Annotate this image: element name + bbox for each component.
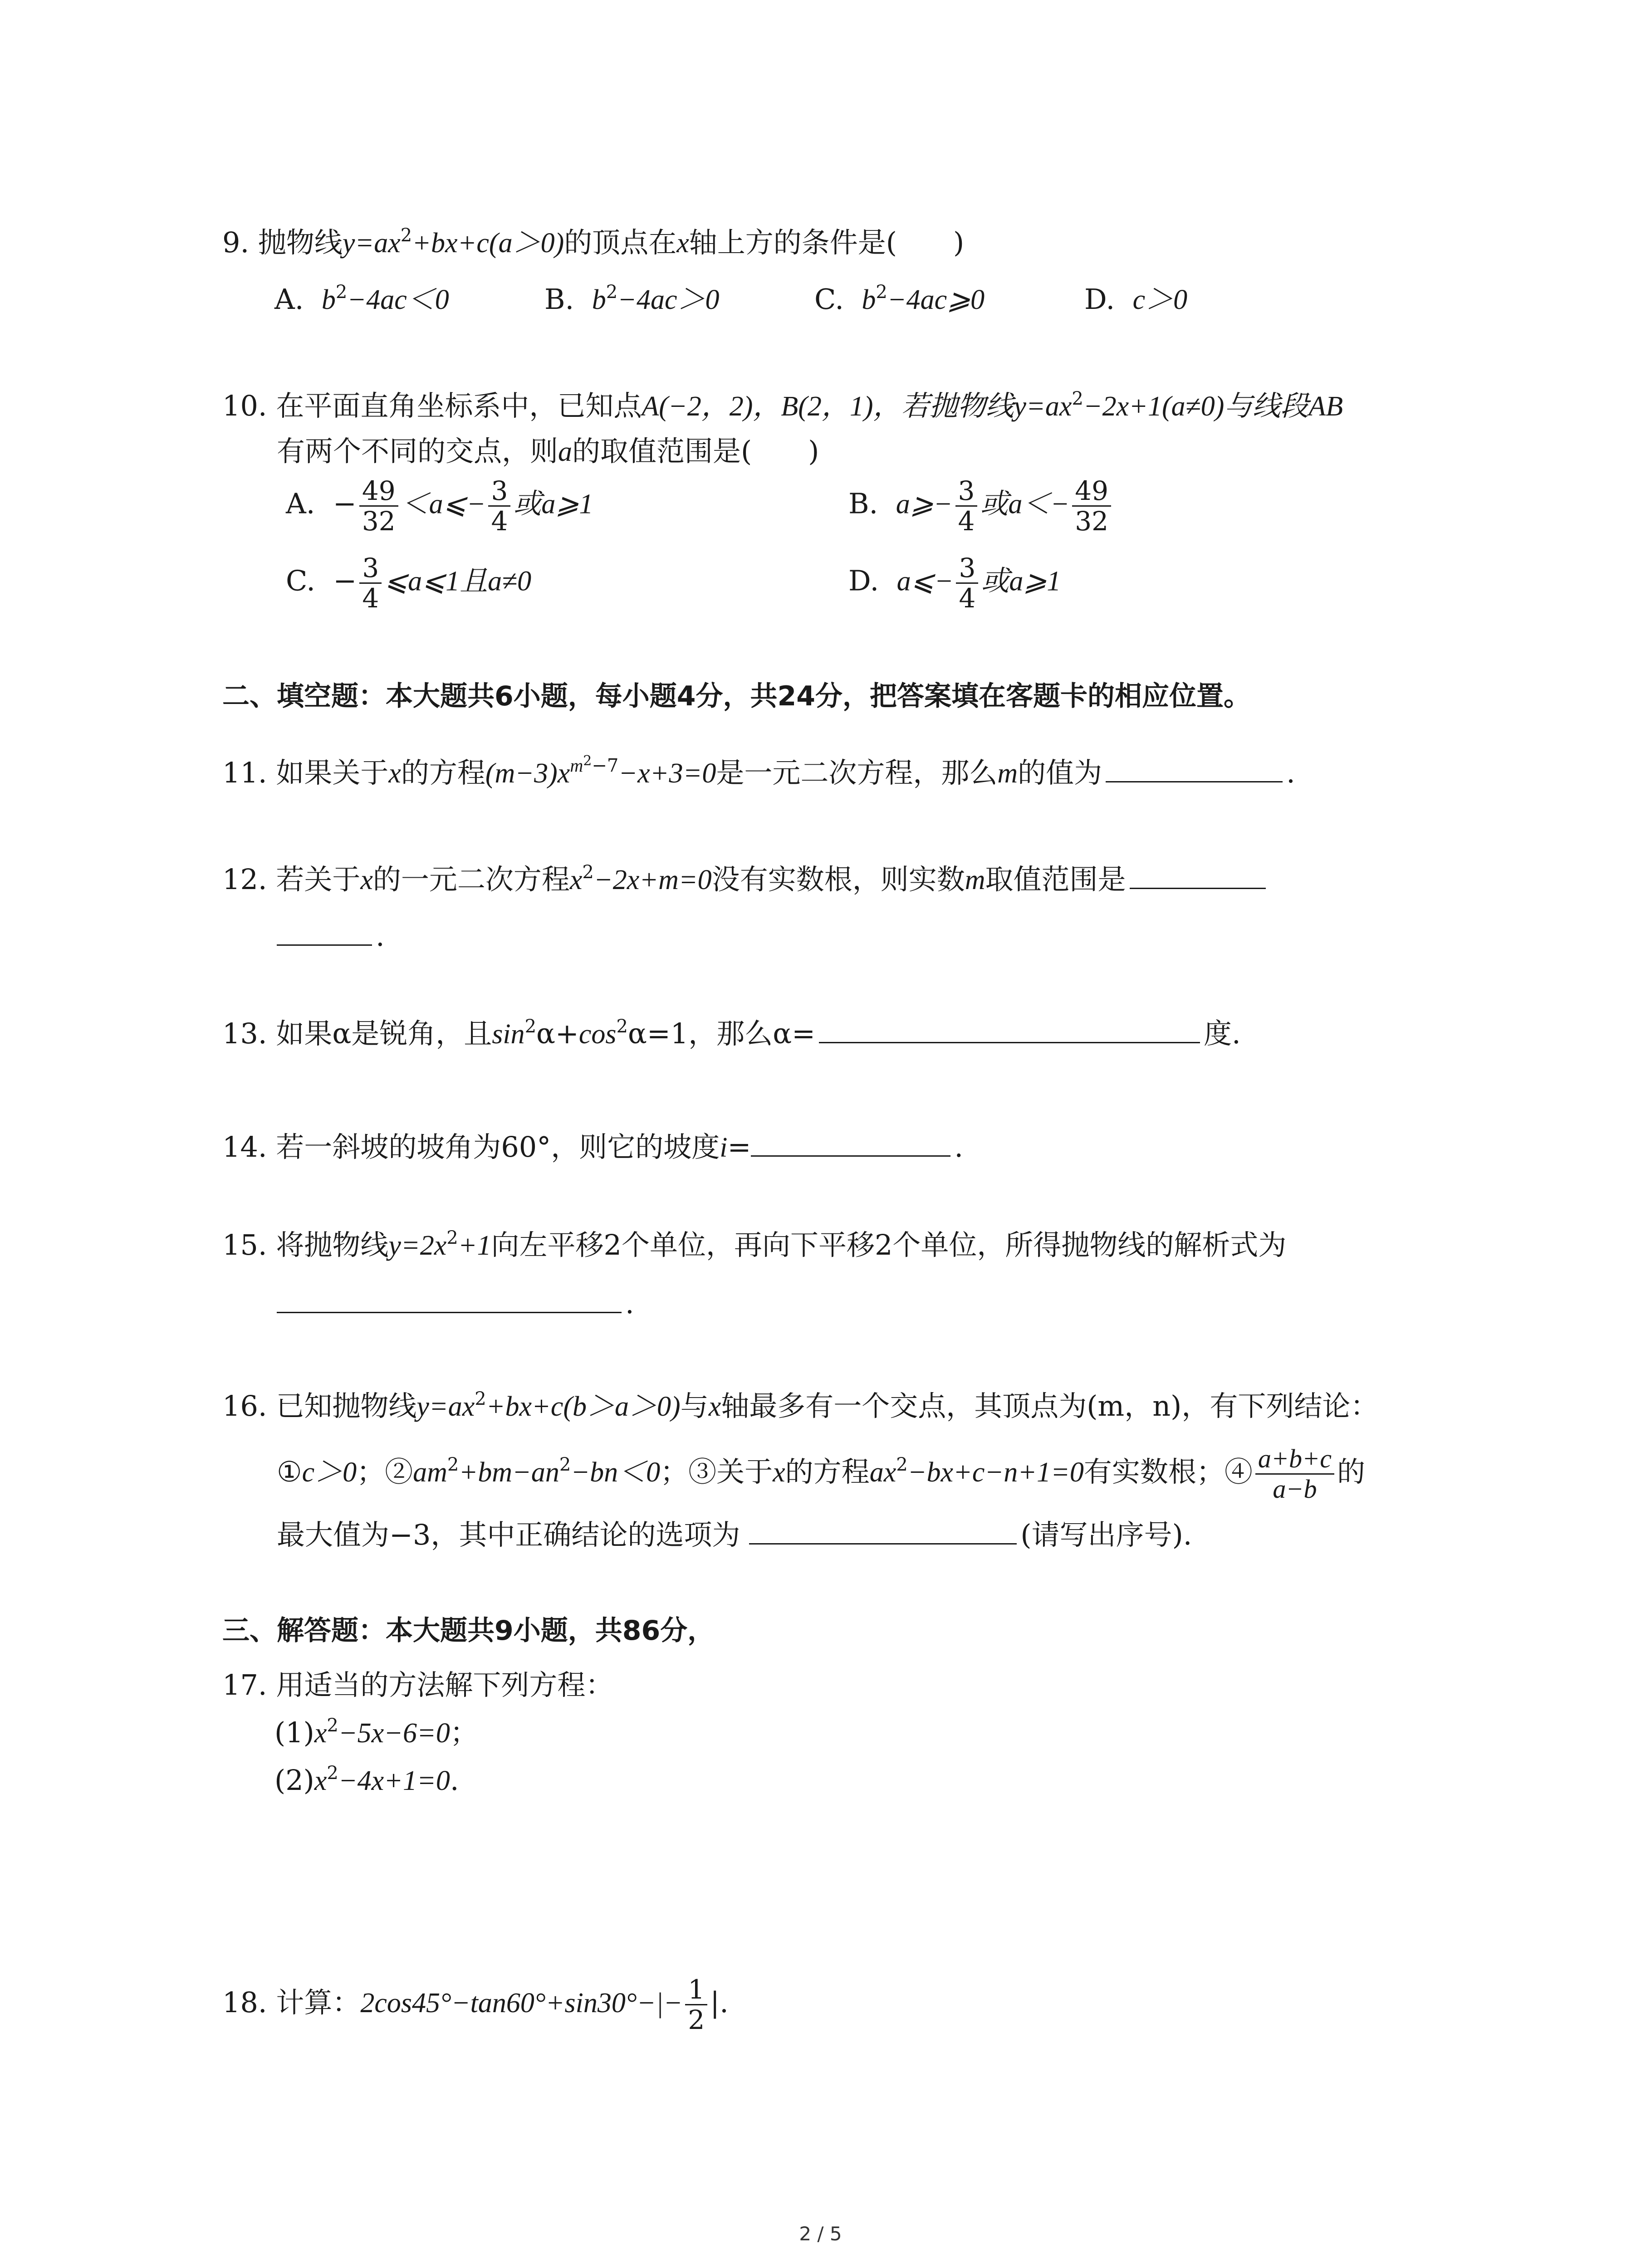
question-text: 的取值范围是( ) bbox=[572, 435, 819, 468]
punctuation: . bbox=[1286, 756, 1295, 789]
math-var: m bbox=[570, 755, 583, 776]
question-text: 与 bbox=[680, 1389, 709, 1422]
math-var: x bbox=[314, 1718, 327, 1749]
question-text: 计算： bbox=[276, 1986, 361, 2019]
math-expr: a⩽− bbox=[896, 566, 954, 597]
denominator: 4 bbox=[362, 583, 379, 614]
question-number: 12. bbox=[222, 863, 267, 896]
section-2-heading: 二、填空题：本大题共6小题，每小题4分，共24分，把答案填在客题卡的相应位置。 bbox=[222, 680, 1251, 712]
question-text: 有两个不同的交点，则 bbox=[277, 435, 558, 468]
question-text: 的方程 bbox=[401, 756, 485, 789]
math-expr: c＞0 bbox=[1132, 284, 1188, 315]
question-text: 没有实数根，则实数 bbox=[711, 863, 965, 896]
question-number: 14. bbox=[222, 1130, 267, 1163]
option-label: B. bbox=[848, 487, 878, 520]
punctuation: ； bbox=[450, 1716, 478, 1749]
superscript bbox=[570, 755, 618, 776]
math-expr: −4ac＞0 bbox=[617, 284, 720, 315]
math-expr: − bbox=[333, 564, 357, 597]
math-func: cos bbox=[578, 1019, 617, 1050]
math-expr: 2cos45°−tan60°+sin30°−|− bbox=[360, 1988, 683, 2019]
superscript: 2 bbox=[400, 225, 412, 246]
part-label: (2) bbox=[274, 1764, 314, 1797]
numerator: a+b+c bbox=[1255, 1444, 1334, 1475]
superscript: 2 bbox=[876, 282, 887, 303]
math-expr: A(−2，2)，B(2，1)，若抛物线 bbox=[642, 391, 1014, 422]
math-expr: −2x+1(a≠0)与线段 bbox=[1083, 391, 1309, 422]
math-var: b bbox=[592, 284, 606, 315]
question-number: 9. bbox=[222, 226, 250, 259]
superscript: 2 bbox=[447, 1454, 459, 1475]
option-a bbox=[274, 281, 449, 318]
question-text: 有实数根；④ bbox=[1083, 1455, 1253, 1488]
math-func: sin bbox=[492, 1019, 525, 1050]
question-18 bbox=[222, 1971, 729, 2034]
question-text: 的一元二次方程 bbox=[372, 863, 570, 896]
math-var: m bbox=[997, 758, 1018, 789]
superscript: 2 bbox=[582, 862, 594, 883]
math-expr: +bx+c(a＞0) bbox=[412, 228, 564, 259]
math-expr: 或a⩾1 bbox=[513, 489, 593, 520]
punctuation: . bbox=[450, 1764, 459, 1797]
question-text: 如果关于 bbox=[276, 756, 389, 789]
fraction bbox=[1072, 476, 1111, 536]
question-13 bbox=[222, 1014, 1241, 1050]
math-expr: am bbox=[413, 1457, 447, 1488]
question-16 bbox=[222, 1388, 1378, 1424]
answer-blank[interactable] bbox=[1130, 860, 1266, 889]
question-text: ；③关于 bbox=[660, 1455, 773, 1488]
question-text: 将抛物线 bbox=[276, 1228, 389, 1261]
question-12 bbox=[222, 860, 1269, 896]
math-var: m bbox=[965, 865, 985, 895]
question-17-part-2 bbox=[274, 1762, 459, 1799]
option-label: A. bbox=[286, 487, 315, 520]
superscript: 2 bbox=[896, 1454, 908, 1475]
superscript: 2 bbox=[583, 753, 592, 769]
math-var: x bbox=[676, 228, 689, 259]
question-text: 是一元二次方程，那么 bbox=[716, 756, 998, 789]
answer-blank[interactable] bbox=[749, 1515, 1017, 1545]
math-expr: +bx+c(b＞a＞0) bbox=[486, 1391, 681, 1422]
math-expr: −4x+1=0 bbox=[338, 1765, 450, 1796]
math-expr: α=1，那么α= bbox=[627, 1017, 816, 1050]
page-number: 2 / 5 bbox=[799, 2223, 842, 2245]
question-text: 的顶点在 bbox=[564, 226, 677, 259]
fraction bbox=[956, 553, 978, 613]
section-3-heading: 三、解答题：本大题共9小题，共86分， bbox=[222, 1615, 715, 1647]
fraction bbox=[488, 476, 510, 536]
question-text: 度. bbox=[1204, 1017, 1241, 1050]
fraction bbox=[955, 476, 978, 536]
denominator: 32 bbox=[1075, 506, 1109, 537]
numerator: 49 bbox=[1072, 476, 1111, 507]
question-16-line2 bbox=[277, 1440, 1365, 1504]
answer-blank-continued[interactable] bbox=[277, 916, 372, 946]
fraction bbox=[1255, 1444, 1334, 1504]
question-text: 抛物线 bbox=[258, 226, 343, 259]
numerator: 1 bbox=[685, 1975, 707, 2005]
answer-blank[interactable] bbox=[819, 1014, 1200, 1043]
math-expr: − bbox=[333, 487, 357, 520]
option-label: D. bbox=[848, 564, 879, 597]
question-number: 15. bbox=[222, 1228, 267, 1261]
fraction bbox=[359, 553, 382, 613]
question-15 bbox=[222, 1227, 1286, 1263]
math-expr: −4ac＜0 bbox=[347, 284, 449, 315]
question-15-line2 bbox=[277, 1284, 634, 1320]
math-expr: y=ax bbox=[416, 1391, 475, 1422]
math-expr: −5x−6=0 bbox=[338, 1718, 450, 1749]
option-b bbox=[544, 281, 720, 318]
superscript: 2 bbox=[335, 282, 348, 303]
question-17-part-1 bbox=[274, 1715, 478, 1751]
option-label: D. bbox=[1084, 283, 1115, 316]
math-expr: y=ax bbox=[342, 228, 401, 259]
question-text: 向左平移2个单位，再向下平移2个单位，所得抛物线的解析式为 bbox=[491, 1228, 1287, 1261]
question-number: 16. bbox=[222, 1389, 267, 1422]
math-expr: ＜a⩽− bbox=[401, 489, 486, 520]
superscript: 2 bbox=[327, 1763, 338, 1784]
option-c bbox=[814, 281, 985, 318]
math-expr: −bx+c−n+1=0 bbox=[907, 1457, 1084, 1488]
option-label: B. bbox=[544, 283, 574, 316]
math-expr: ax bbox=[869, 1457, 896, 1488]
punctuation: . bbox=[376, 919, 385, 953]
punctuation: . bbox=[625, 1287, 634, 1320]
denominator: 32 bbox=[362, 506, 396, 537]
question-text: ；② bbox=[357, 1455, 413, 1488]
denominator: 4 bbox=[491, 506, 508, 537]
math-expr: 或a＜− bbox=[980, 489, 1070, 520]
option-label: A. bbox=[274, 283, 304, 316]
option-d bbox=[848, 553, 1061, 613]
question-number: 18. bbox=[222, 1986, 267, 2019]
answer-blank[interactable] bbox=[751, 1127, 950, 1157]
math-expr: −bn＜0 bbox=[571, 1457, 661, 1488]
question-9 bbox=[222, 225, 964, 261]
math-expr: −7 bbox=[592, 755, 619, 776]
question-text: 的方程 bbox=[785, 1455, 870, 1488]
fraction bbox=[685, 1975, 707, 2034]
option-a bbox=[286, 476, 593, 536]
option-c bbox=[286, 553, 531, 613]
superscript: 2 bbox=[616, 1016, 628, 1037]
question-text: ① bbox=[277, 1455, 302, 1488]
math-var: b bbox=[862, 284, 876, 315]
math-expr: |. bbox=[710, 1986, 729, 2019]
question-text: 轴上方的条件是( ) bbox=[689, 226, 965, 259]
denominator: 2 bbox=[688, 2004, 705, 2036]
question-text: 的值为 bbox=[1018, 756, 1102, 789]
question-14 bbox=[222, 1127, 963, 1163]
question-text: 用适当的方法解下列方程： bbox=[276, 1668, 614, 1701]
question-16-line3 bbox=[277, 1515, 1192, 1551]
math-var: x bbox=[388, 758, 401, 789]
superscript: 2 bbox=[559, 1454, 571, 1475]
question-text: 在平面直角坐标系中，已知点 bbox=[276, 389, 642, 422]
question-12-line2 bbox=[277, 916, 385, 953]
math-var: a bbox=[558, 436, 573, 467]
answer-blank[interactable] bbox=[277, 1284, 622, 1313]
superscript: 2 bbox=[524, 1016, 537, 1037]
question-text: 轴最多有一个交点，其顶点为(m，n)，有下列结论： bbox=[721, 1389, 1379, 1422]
superscript: 2 bbox=[446, 1227, 458, 1248]
punctuation: . bbox=[954, 1130, 964, 1163]
math-var: AB bbox=[1308, 391, 1343, 422]
math-expr: y=ax bbox=[1014, 391, 1072, 422]
math-var: x bbox=[314, 1765, 327, 1796]
math-expr: −4ac⩾0 bbox=[887, 284, 985, 315]
superscript: 2 bbox=[475, 1388, 486, 1409]
denominator: 4 bbox=[959, 583, 976, 614]
numerator: 3 bbox=[359, 553, 382, 584]
question-number: 13. bbox=[222, 1017, 267, 1050]
math-var: x bbox=[773, 1457, 785, 1488]
math-var: x bbox=[708, 1391, 721, 1422]
question-text: 最大值为−3，其中正确结论的选项为 bbox=[277, 1518, 740, 1551]
fraction bbox=[359, 476, 398, 536]
math-var: b bbox=[321, 284, 336, 315]
math-expr: +bm−an bbox=[459, 1457, 559, 1488]
superscript: 2 bbox=[1072, 388, 1083, 409]
math-expr: y=2x bbox=[388, 1230, 447, 1261]
numerator: 3 bbox=[955, 476, 978, 507]
math-expr: +1 bbox=[458, 1230, 491, 1261]
question-10-line2 bbox=[277, 433, 819, 469]
question-text: 已知抛物线 bbox=[276, 1389, 417, 1422]
math-expr: −2x+m=0 bbox=[593, 865, 712, 895]
option-label: C. bbox=[286, 564, 315, 597]
superscript: 2 bbox=[327, 1715, 338, 1736]
numerator: 3 bbox=[956, 553, 978, 584]
math-var: i bbox=[720, 1132, 728, 1163]
question-text: (请写出序号). bbox=[1020, 1518, 1192, 1551]
denominator: a−b bbox=[1273, 1474, 1317, 1504]
question-text: 的 bbox=[1337, 1455, 1365, 1488]
denominator: 4 bbox=[958, 506, 975, 537]
question-11 bbox=[222, 753, 1295, 789]
math-expr: (m−3)x bbox=[485, 758, 570, 789]
question-text: 如果α是锐角，且 bbox=[276, 1017, 492, 1050]
part-label: (1) bbox=[274, 1716, 314, 1749]
question-17 bbox=[222, 1667, 613, 1703]
math-expr: α+ bbox=[536, 1017, 579, 1050]
question-text: 若一斜坡的坡角为60°，则它的坡度 bbox=[276, 1130, 720, 1163]
math-expr: x bbox=[569, 865, 583, 895]
option-d bbox=[1084, 281, 1187, 318]
math-expr: 或a⩾1 bbox=[981, 566, 1061, 597]
option-label: C. bbox=[814, 283, 844, 316]
option-b bbox=[848, 476, 1114, 536]
math-expr: a⩾− bbox=[896, 489, 953, 520]
question-number: 17. bbox=[222, 1668, 267, 1701]
math-expr: c＞0 bbox=[302, 1457, 357, 1488]
math-var: x bbox=[360, 865, 373, 895]
numerator: 49 bbox=[359, 476, 398, 507]
math-expr: −x+3=0 bbox=[618, 758, 716, 789]
question-number: 10. bbox=[222, 389, 267, 422]
question-10 bbox=[222, 388, 1343, 424]
question-number: 11. bbox=[222, 756, 267, 789]
math-expr: ⩽a⩽1且a≠0 bbox=[384, 566, 532, 597]
answer-blank[interactable] bbox=[1106, 753, 1283, 782]
superscript: 2 bbox=[606, 282, 618, 303]
question-text: 取值范围是 bbox=[985, 863, 1126, 896]
math-expr: = bbox=[727, 1130, 751, 1163]
numerator: 3 bbox=[488, 476, 510, 507]
question-text: 若关于 bbox=[276, 863, 361, 896]
